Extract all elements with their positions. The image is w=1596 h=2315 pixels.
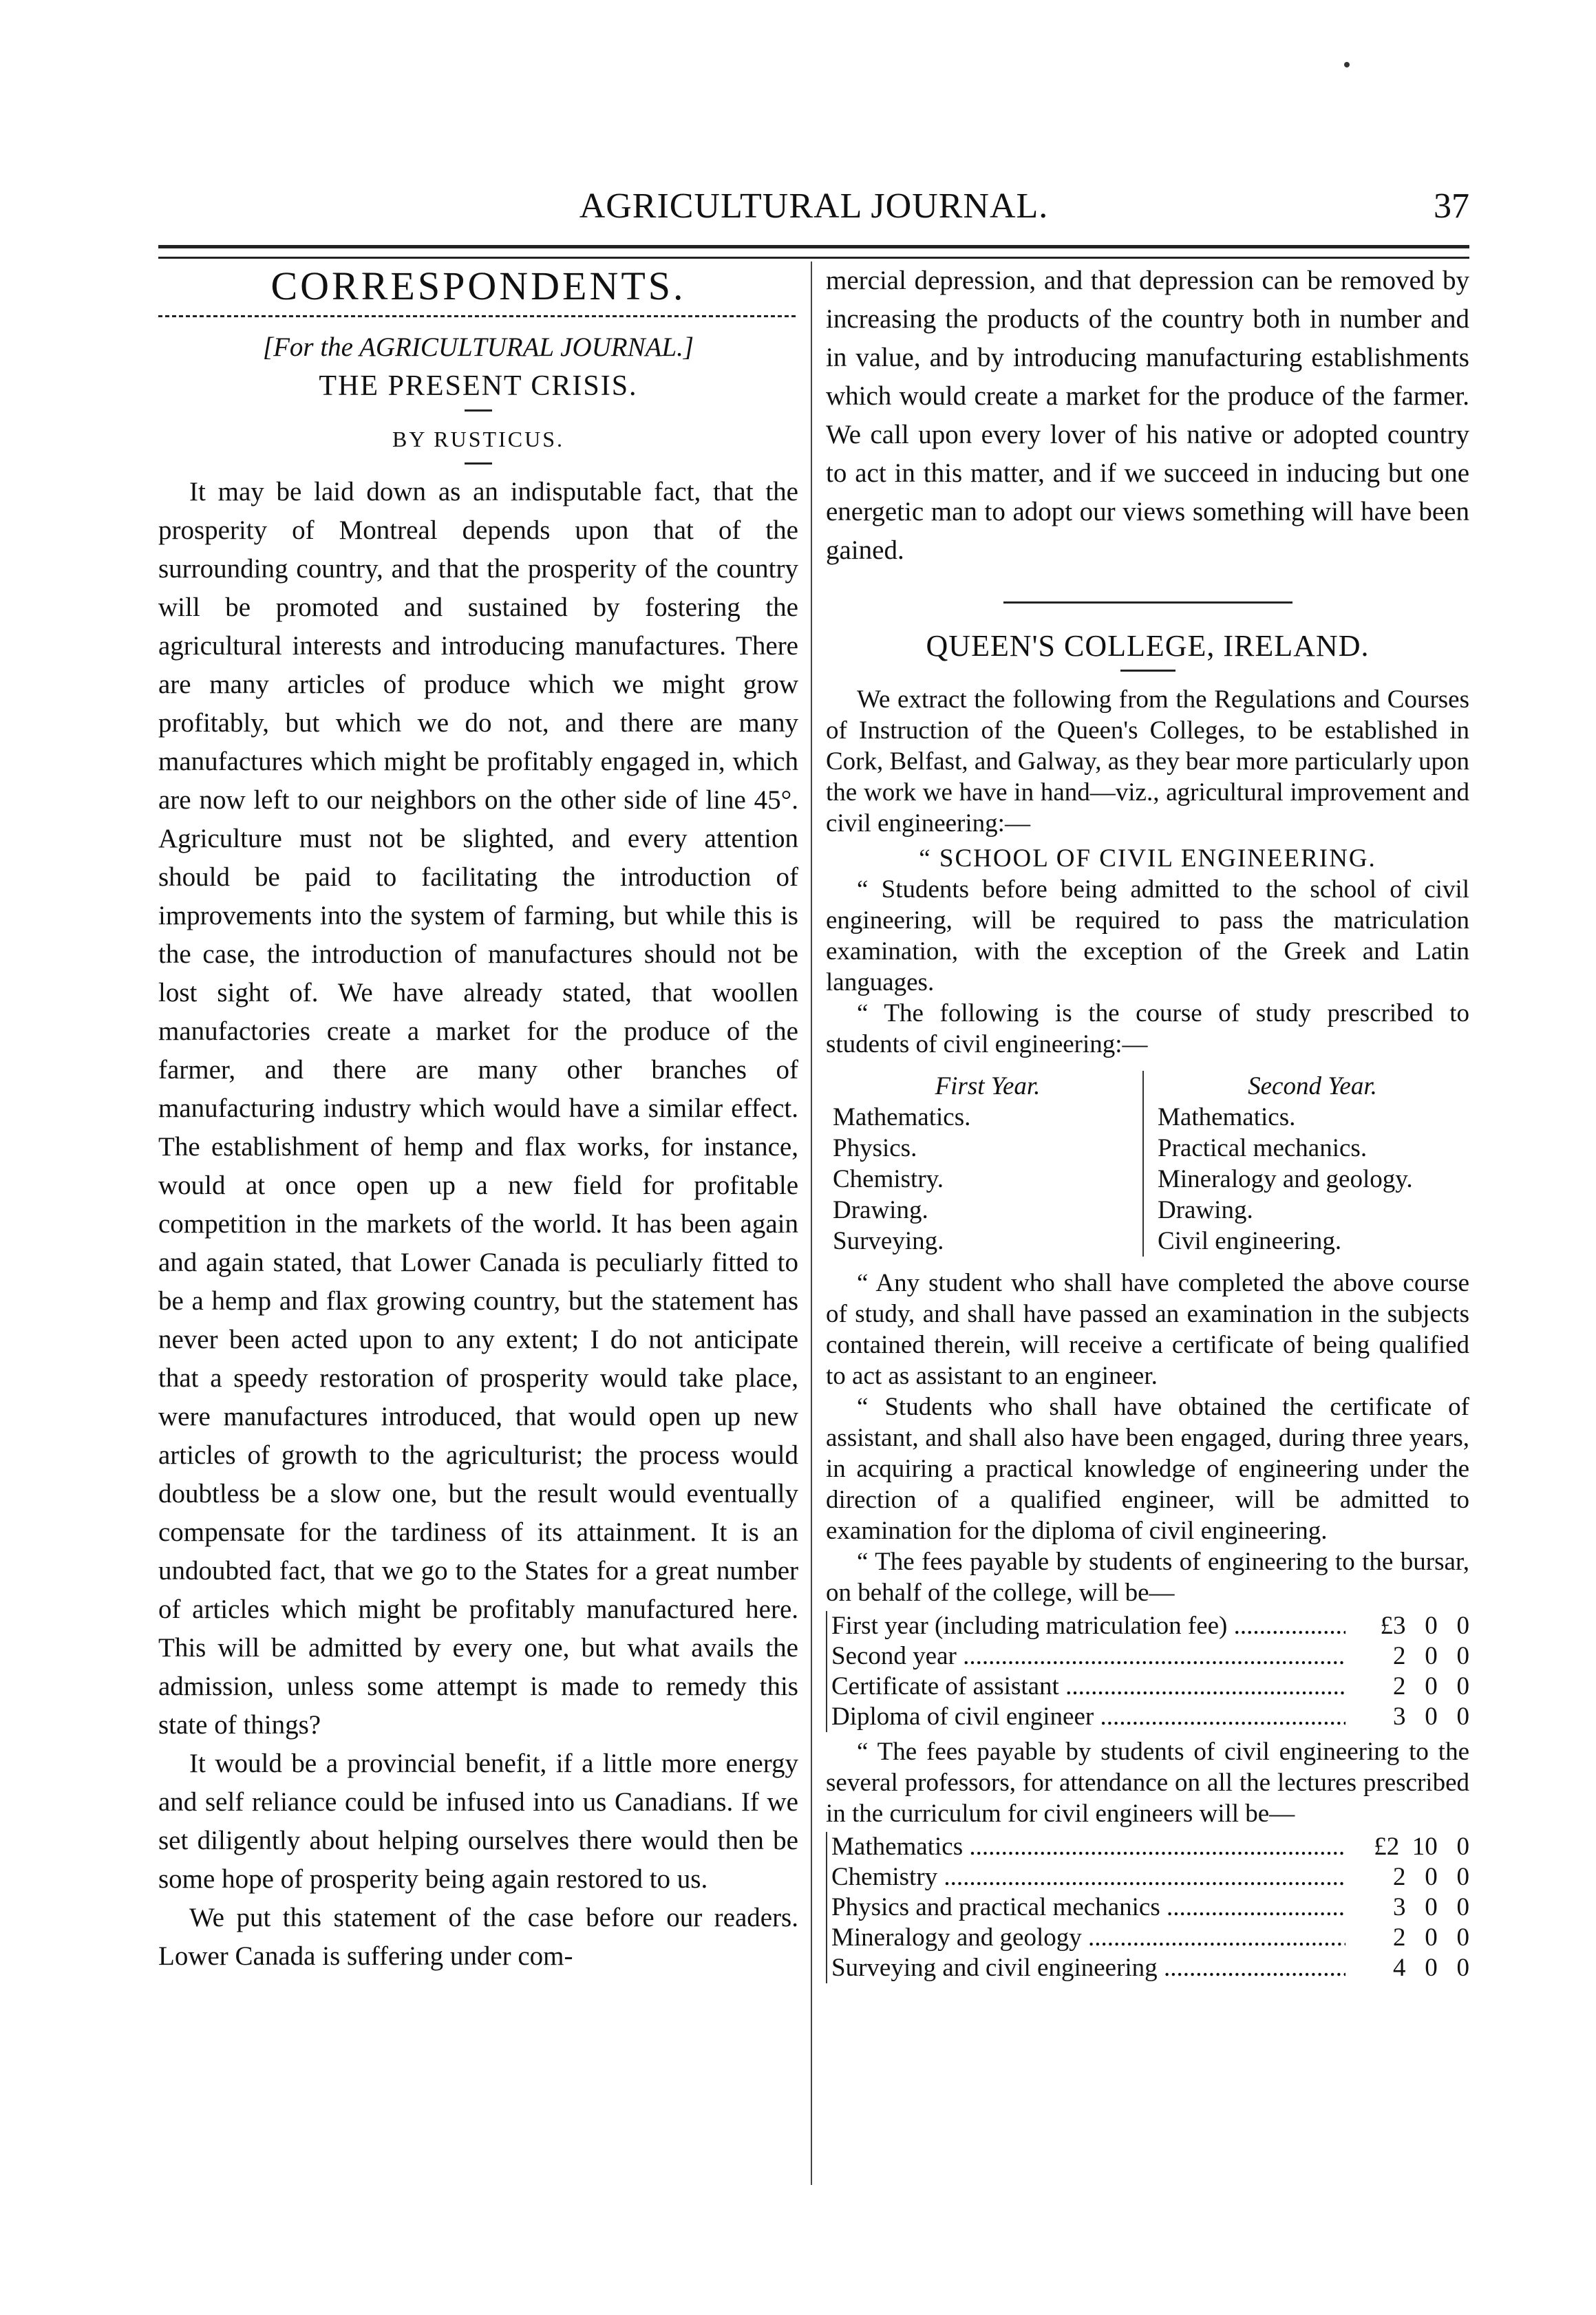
running-header xyxy=(158,186,1469,241)
wavy-rule xyxy=(158,315,798,317)
fee-row xyxy=(831,1892,1469,1923)
continuation-paragraph: mercial depression, and that depression can be removed by increasing the products of the country both in number and in value, and by introducing manufacturing establishments which would create a market for the produce of the farmer. We call upon every lover of his native or adopted country to act in this matter, and if we succeed in inducing but one energetic man to adopt our views something will have been gained. xyxy=(826,266,1469,565)
fee-label: Mineralogy and geology ..... xyxy=(831,1923,1345,1953)
header-rule xyxy=(158,245,1469,259)
fee-amount: 3 0 0 xyxy=(1393,1703,1469,1731)
fee-label: Chemistry ..... xyxy=(831,1862,1345,1892)
paragraph: It may be laid down as an indisputable fact, that the prosperity of Montreal depends upon that of the surrounding country, and that the prosperity of the country will be promoted and sustained by fostering the agricultural interests and introducing manufactures. There are many articles of produce which we might grow profitably, but which we do not, and there are many manufactures which might be profitably engaged in, which are now left to our neighbors on the other side of line 45°. Agriculture must not be slighted, and every attention should be paid to facilitating the introduction of improvements into the system of farming, but while this is the case, the introduction of manufactures should not be lost sight of. We have already stated, that woollen manufactories create a market for the produce of the farmer, and there are many other branches of manufacturing industry which would have a similar effect. The establishment of hemp and flax works, for instance, would at once open up a new field for profitable competition in the markets of the world. It has been again and again stated, that Lower Canada is peculiarly fitted to be a hemp and flax growing country, but the statement has never been acted upon to any extent; I do not anticipate that a speedy restoration of prosperity would take place, were manufactures introduced, that would open up new articles of growth to the agriculturist; the process would doubtless be a slow one, but the result would eventually compensate for the tardiness of its attainment. It is an undoubted fact, that we go to the States for a great number of articles which might be profitably manufactured here. This will be admitted by every one, but what avails the admission, unless some attempt is made to remedy this state of things? xyxy=(158,477,798,1740)
fee-label: Mathematics ..... xyxy=(831,1832,1345,1862)
first-year-column xyxy=(833,1071,1142,1257)
fee-row xyxy=(831,1672,1469,1702)
first-year-heading: First Year. xyxy=(935,1072,1041,1100)
bursar-fee-table xyxy=(826,1611,1469,1732)
short-rule xyxy=(1120,670,1175,672)
course-table xyxy=(833,1071,1469,1257)
paragraph: “ The fees payable by students of civil engineering to the several professors, for attendance on all the lectures prescribed in the curriculum for civil engineers will be— xyxy=(826,1738,1469,1828)
paragraph: We put this statement of the case before our readers. Lower Canada is suffering under com- xyxy=(158,1903,798,1971)
fee-amount: 2 0 0 xyxy=(1393,1642,1469,1670)
fee-label: Surveying and civil engineering ..... xyxy=(831,1953,1345,1983)
section-title: CORRESPONDENTS. xyxy=(270,264,686,308)
paragraph: “ The following is the course of study prescribed to students of civil engineering:— xyxy=(826,999,1469,1058)
course-item: Mineralogy and geology. xyxy=(1158,1165,1413,1193)
school-heading: “ SCHOOL OF CIVIL ENGINEERING. xyxy=(919,844,1376,873)
course-item: Mathematics. xyxy=(1158,1103,1296,1131)
fee-row xyxy=(831,1702,1469,1732)
fee-amount: £2 10 0 xyxy=(1374,1833,1469,1861)
fee-amount: 4 0 0 xyxy=(1393,1954,1469,1982)
fee-row xyxy=(831,1862,1469,1892)
fee-amount: 2 0 0 xyxy=(1393,1672,1469,1700)
paper-speck xyxy=(1344,62,1350,67)
course-item: Civil engineering. xyxy=(1158,1227,1342,1255)
byline: BY RUSTICUS. xyxy=(392,427,564,451)
left-column xyxy=(158,262,798,1976)
article-title-crisis: THE PRESENT CRISIS. xyxy=(319,370,638,402)
fee-amount: 3 0 0 xyxy=(1393,1893,1469,1921)
course-item: Surveying. xyxy=(833,1227,944,1255)
paragraph: “ Any student who shall have completed the above course of study, and shall have passed an examination in the subjects contained therein, will receive a certificate of being qualified to act as assistant to an engineer. xyxy=(826,1269,1469,1390)
article-title-queens-college: QUEEN'S COLLEGE, IRELAND. xyxy=(926,629,1370,663)
page-number: 37 xyxy=(1434,186,1469,226)
professor-fee-table xyxy=(826,1832,1469,1983)
course-item: Physics. xyxy=(833,1134,917,1162)
fee-label: Certificate of assistant ..... xyxy=(831,1672,1345,1702)
short-rule xyxy=(465,462,492,465)
paragraph: It would be a provincial benefit, if a little more energy and self reliance could be infused into us Canadians. If we set diligently about helping ourselves there would then be some hope of prosperity being again restored to us. xyxy=(158,1749,798,1894)
fee-label: Physics and practical mechanics ..... xyxy=(831,1892,1345,1923)
fee-row xyxy=(831,1923,1469,1953)
section-rule xyxy=(1003,601,1292,604)
fee-row xyxy=(831,1953,1469,1983)
fee-amount: 2 0 0 xyxy=(1393,1863,1469,1891)
fee-amount: 2 0 0 xyxy=(1393,1923,1469,1952)
right-column xyxy=(826,262,1469,1987)
paragraph: “ Students who shall have obtained the certificate of assistant, and shall also have been engaged, during three years, in acquiring a practical knowledge of engineering under the direction of a qualified engineer, will be admitted to examination for the diploma of civil engineering. xyxy=(826,1393,1469,1545)
fee-label: First year (including matriculation fee) ..... xyxy=(831,1611,1345,1641)
fee-row xyxy=(831,1641,1469,1672)
course-item: Chemistry. xyxy=(833,1165,944,1193)
for-line: [For the AGRICULTURAL JOURNAL.] xyxy=(262,332,694,362)
intro-paragraph: We extract the following from the Regulations and Courses of Instruction of the Queen's Colleges, to be established in Cork, Belfast, and Galway, as they bear more particularly upon the work we have in hand—viz., agricultural improvement and civil engineering:— xyxy=(826,685,1469,838)
short-rule xyxy=(465,409,492,412)
fee-label: Diploma of civil engineer ..... xyxy=(831,1702,1345,1732)
course-item: Mathematics. xyxy=(833,1103,971,1131)
course-item: Drawing. xyxy=(833,1196,928,1224)
paragraph: “ The fees payable by students of engineering to the bursar, on behalf of the college, will be— xyxy=(826,1548,1469,1607)
journal-title: AGRICULTURAL JOURNAL. xyxy=(579,186,1049,226)
paragraph: “ Students before being admitted to the school of civil engineering, will be required to pass the matriculation examination, with the exception of the Greek and Latin languages. xyxy=(826,875,1469,996)
course-item: Drawing. xyxy=(1158,1196,1253,1224)
second-year-column xyxy=(1142,1071,1467,1257)
fee-label: Second year ..... xyxy=(831,1641,1345,1672)
fee-amount: £3 0 0 xyxy=(1380,1612,1469,1640)
column-divider xyxy=(811,262,812,2185)
fee-row xyxy=(831,1832,1469,1862)
course-item: Practical mechanics. xyxy=(1158,1134,1368,1162)
fee-row xyxy=(831,1611,1469,1641)
second-year-heading: Second Year. xyxy=(1248,1072,1377,1100)
